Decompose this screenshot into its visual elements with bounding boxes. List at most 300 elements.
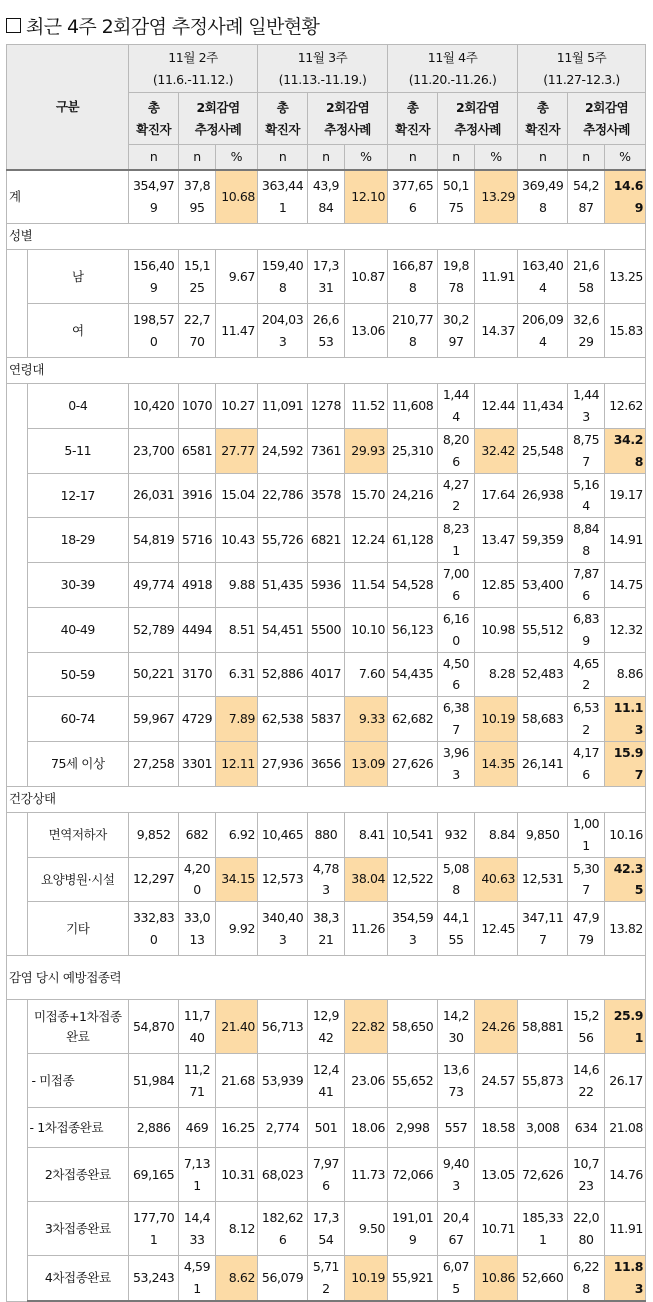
- total-confirmed-cell: 69,165: [129, 1148, 179, 1202]
- reinfection-count-cell: 7,976: [308, 1148, 345, 1202]
- reinfection-count-cell: 15,256: [568, 1000, 605, 1054]
- table-row: [7, 304, 646, 358]
- reinfection-count-cell: 8,231: [438, 518, 475, 563]
- total-confirmed-cell: 347,117: [518, 902, 568, 956]
- reinfection-percent-cell: 10.87: [344, 250, 387, 304]
- row-label: 0-4: [27, 384, 129, 429]
- reinfection-percent-cell: 10.31: [215, 1148, 257, 1202]
- reinfection-percent-cell: 40.63: [474, 857, 517, 902]
- reinfection-percent-cell: 14.37: [474, 304, 517, 358]
- total-confirmed-cell: 25,310: [388, 428, 438, 473]
- reinfection-count-cell: 6,839: [568, 607, 605, 652]
- total-confirmed-cell: 49,774: [129, 563, 179, 608]
- unit-n: n: [179, 145, 216, 170]
- reinfection-percent-cell: 10.19: [344, 1256, 387, 1301]
- reinfection-percent-cell: 11.47: [215, 304, 257, 358]
- reinfection-percent-cell: 10.27: [215, 384, 257, 429]
- section-header-row: [7, 358, 646, 384]
- reinfection-percent-cell: 24.57: [474, 1054, 517, 1108]
- reinfection-percent-cell: 16.25: [215, 1108, 257, 1148]
- reinfection-count-cell: 6821: [308, 518, 345, 563]
- reinfection-count-cell: 6,160: [438, 607, 475, 652]
- reinfection-percent-cell: 21.08: [604, 1108, 645, 1148]
- total-confirmed-cell: 9,852: [129, 812, 179, 857]
- reinfection-percent-cell: 7.60: [344, 652, 387, 697]
- reinfection-count-cell: 7,131: [179, 1148, 216, 1202]
- row-label: - 1차접종완료: [27, 1108, 129, 1148]
- reinfection-percent-cell: 15.97: [604, 742, 645, 787]
- total-confirmed-cell: 62,538: [258, 697, 308, 742]
- total-confirmed-cell: 3,008: [518, 1108, 568, 1148]
- reinfection-percent-cell: 13.47: [474, 518, 517, 563]
- reinfection-count-cell: 47,979: [568, 902, 605, 956]
- reinfection-count-cell: 4,200: [179, 857, 216, 902]
- reinfection-percent-cell: 38.04: [344, 857, 387, 902]
- reinfection-percent-cell: 19.17: [604, 473, 645, 518]
- row-label: 계: [7, 170, 129, 224]
- reinfection-percent-cell: 15.83: [604, 304, 645, 358]
- total-confirmed-cell: 62,682: [388, 697, 438, 742]
- reinfection-count-cell: 5716: [179, 518, 216, 563]
- total-confirmed-cell: 210,778: [388, 304, 438, 358]
- indent-spacer: [7, 812, 28, 956]
- reinfection-count-cell: 469: [179, 1108, 216, 1148]
- reinfection-percent-cell: 14.75: [604, 563, 645, 608]
- reinfection-percent-cell: 9.92: [215, 902, 257, 956]
- reinfection-count-cell: 30,297: [438, 304, 475, 358]
- week-header: 11월 2주 (11.6.-11.12.): [129, 45, 258, 93]
- total-confirmed-cell: 10,420: [129, 384, 179, 429]
- reinfection-percent-cell: 10.19: [474, 697, 517, 742]
- reinfection-percent-cell: 10.98: [474, 607, 517, 652]
- reinfection-percent-cell: 21.40: [215, 1000, 257, 1054]
- total-confirmed-cell: 10,465: [258, 812, 308, 857]
- reinfection-header: 2회감염 추정사례: [568, 93, 646, 145]
- total-confirmed-cell: 56,713: [258, 1000, 308, 1054]
- table-title: [6, 10, 319, 40]
- table-row: [7, 1202, 646, 1256]
- reinfection-count-cell: 4918: [179, 563, 216, 608]
- reinfection-percent-cell: 11.54: [344, 563, 387, 608]
- reinfection-count-cell: 11,740: [179, 1000, 216, 1054]
- table-row: [7, 1256, 646, 1301]
- row-label: 여: [27, 304, 129, 358]
- week-header: 11월 4주 (11.20.-11.26.): [388, 45, 518, 93]
- reinfection-count-cell: 5500: [308, 607, 345, 652]
- reinfection-count-cell: 8,848: [568, 518, 605, 563]
- reinfection-percent-cell: 9.50: [344, 1202, 387, 1256]
- section-header-row: [7, 956, 646, 1000]
- reinfection-count-cell: 5,712: [308, 1256, 345, 1301]
- reinfection-count-cell: 4,176: [568, 742, 605, 787]
- total-confirmed-cell: 369,498: [518, 170, 568, 224]
- reinfection-percent-cell: 8.41: [344, 812, 387, 857]
- row-label: 4차접종완료: [27, 1256, 129, 1301]
- reinfection-header: 2회감염 추정사례: [308, 93, 388, 145]
- section-header-row: [7, 224, 646, 250]
- reinfection-percent-cell: 9.33: [344, 697, 387, 742]
- reinfection-count-cell: 4,272: [438, 473, 475, 518]
- total-confirmed-cell: 53,243: [129, 1256, 179, 1301]
- reinfection-count-cell: 38,321: [308, 902, 345, 956]
- row-label: 미접종+1차접종완료: [27, 1000, 129, 1054]
- table-row: [7, 473, 646, 518]
- reinfection-count-cell: 4,783: [308, 857, 345, 902]
- row-label: 3차접종완료: [27, 1202, 129, 1256]
- table-row: [7, 652, 646, 697]
- reinfection-percent-cell: 8.84: [474, 812, 517, 857]
- reinfection-percent-cell: 12.32: [604, 607, 645, 652]
- indent-spacer: [7, 1000, 28, 1301]
- row-label: 75세 이상: [27, 742, 129, 787]
- reinfection-count-cell: 14,622: [568, 1054, 605, 1108]
- reinfection-percent-cell: 8.86: [604, 652, 645, 697]
- reinfection-count-cell: 33,013: [179, 902, 216, 956]
- total-confirmed-cell: 11,434: [518, 384, 568, 429]
- table-row: [7, 428, 646, 473]
- total-confirmed-cell: 185,331: [518, 1202, 568, 1256]
- reinfection-count-cell: 11,271: [179, 1054, 216, 1108]
- reinfection-count-cell: 6581: [179, 428, 216, 473]
- total-confirmed-cell: 52,483: [518, 652, 568, 697]
- row-label: 2차접종완료: [27, 1148, 129, 1202]
- total-confirmed-cell: 52,660: [518, 1256, 568, 1301]
- reinfection-count-cell: 43,984: [308, 170, 345, 224]
- unit-n: n: [568, 145, 605, 170]
- total-confirmed-cell: 22,786: [258, 473, 308, 518]
- reinfection-percent-cell: 13.25: [604, 250, 645, 304]
- total-confirmed-cell: 51,984: [129, 1054, 179, 1108]
- total-confirmed-cell: 163,404: [518, 250, 568, 304]
- total-confirmed-header: 총 확진자: [258, 93, 308, 145]
- reinfection-count-cell: 4,652: [568, 652, 605, 697]
- reinfection-count-cell: 7361: [308, 428, 345, 473]
- total-confirmed-cell: 27,626: [388, 742, 438, 787]
- reinfection-table: [6, 44, 646, 1302]
- reinfection-percent-cell: 14.35: [474, 742, 517, 787]
- reinfection-percent-cell: 13.82: [604, 902, 645, 956]
- total-confirmed-cell: 12,522: [388, 857, 438, 902]
- total-confirmed-cell: 12,531: [518, 857, 568, 902]
- reinfection-percent-cell: 25.91: [604, 1000, 645, 1054]
- unit-n: n: [308, 145, 345, 170]
- row-label: 기타: [27, 902, 129, 956]
- total-confirmed-cell: 59,359: [518, 518, 568, 563]
- reinfection-count-cell: 5,088: [438, 857, 475, 902]
- total-confirmed-cell: 53,939: [258, 1054, 308, 1108]
- reinfection-count-cell: 32,629: [568, 304, 605, 358]
- total-confirmed-cell: 377,656: [388, 170, 438, 224]
- reinfection-percent-cell: 12.45: [474, 902, 517, 956]
- reinfection-count-cell: 21,658: [568, 250, 605, 304]
- total-confirmed-cell: 56,079: [258, 1256, 308, 1301]
- reinfection-count-cell: 5936: [308, 563, 345, 608]
- total-confirmed-cell: 61,128: [388, 518, 438, 563]
- reinfection-count-cell: 20,467: [438, 1202, 475, 1256]
- unit-n: n: [438, 145, 475, 170]
- reinfection-percent-cell: 14.76: [604, 1148, 645, 1202]
- reinfection-percent-cell: 15.04: [215, 473, 257, 518]
- unit-percent: %: [604, 145, 645, 170]
- reinfection-count-cell: 7,006: [438, 563, 475, 608]
- total-confirmed-cell: 24,216: [388, 473, 438, 518]
- total-confirmed-cell: 198,570: [129, 304, 179, 358]
- category-header: 구분: [7, 45, 129, 170]
- row-label: 40-49: [27, 607, 129, 652]
- total-confirmed-cell: 166,878: [388, 250, 438, 304]
- week-header: 11월 5주 (11.27-12.3.): [518, 45, 646, 93]
- reinfection-percent-cell: 29.93: [344, 428, 387, 473]
- total-confirmed-cell: 204,033: [258, 304, 308, 358]
- reinfection-percent-cell: 6.92: [215, 812, 257, 857]
- indent-spacer: [7, 384, 28, 787]
- reinfection-percent-cell: 10.68: [215, 170, 257, 224]
- reinfection-count-cell: 6,228: [568, 1256, 605, 1301]
- reinfection-count-cell: 13,673: [438, 1054, 475, 1108]
- reinfection-count-cell: 17,331: [308, 250, 345, 304]
- reinfection-percent-cell: 10.71: [474, 1202, 517, 1256]
- section-title: 건강상태: [7, 786, 646, 812]
- total-confirmed-cell: 24,592: [258, 428, 308, 473]
- total-confirmed-cell: 51,435: [258, 563, 308, 608]
- total-confirmed-cell: 58,650: [388, 1000, 438, 1054]
- total-confirmed-cell: 50,221: [129, 652, 179, 697]
- reinfection-percent-cell: 11.83: [604, 1256, 645, 1301]
- table-row: [7, 518, 646, 563]
- total-confirmed-cell: 52,789: [129, 607, 179, 652]
- total-confirmed-cell: 58,881: [518, 1000, 568, 1054]
- reinfection-percent-cell: 34.15: [215, 857, 257, 902]
- total-confirmed-cell: 68,023: [258, 1148, 308, 1202]
- reinfection-percent-cell: 23.06: [344, 1054, 387, 1108]
- total-confirmed-cell: 26,938: [518, 473, 568, 518]
- row-label: 요양병원·시설: [27, 857, 129, 902]
- reinfection-count-cell: 932: [438, 812, 475, 857]
- reinfection-count-cell: 50,175: [438, 170, 475, 224]
- reinfection-count-cell: 14,230: [438, 1000, 475, 1054]
- total-confirmed-cell: 10,541: [388, 812, 438, 857]
- unit-percent: %: [344, 145, 387, 170]
- section-title: 성별: [7, 224, 646, 250]
- reinfection-percent-cell: 8.51: [215, 607, 257, 652]
- reinfection-count-cell: 12,942: [308, 1000, 345, 1054]
- total-confirmed-cell: 182,626: [258, 1202, 308, 1256]
- reinfection-count-cell: 557: [438, 1108, 475, 1148]
- reinfection-count-cell: 1,001: [568, 812, 605, 857]
- reinfection-count-cell: 6,075: [438, 1256, 475, 1301]
- reinfection-count-cell: 22,080: [568, 1202, 605, 1256]
- table-row: [7, 697, 646, 742]
- reinfection-count-cell: 1278: [308, 384, 345, 429]
- reinfection-percent-cell: 11.13: [604, 697, 645, 742]
- reinfection-count-cell: 3301: [179, 742, 216, 787]
- total-confirmed-cell: 332,830: [129, 902, 179, 956]
- reinfection-count-cell: 4494: [179, 607, 216, 652]
- total-confirmed-cell: 354,593: [388, 902, 438, 956]
- table-row: [7, 563, 646, 608]
- reinfection-percent-cell: 11.91: [604, 1202, 645, 1256]
- reinfection-count-cell: 634: [568, 1108, 605, 1148]
- reinfection-percent-cell: 17.64: [474, 473, 517, 518]
- reinfection-percent-cell: 9.88: [215, 563, 257, 608]
- total-confirmed-cell: 12,297: [129, 857, 179, 902]
- total-confirmed-cell: 54,435: [388, 652, 438, 697]
- total-confirmed-cell: 159,408: [258, 250, 308, 304]
- total-confirmed-cell: 58,683: [518, 697, 568, 742]
- reinfection-count-cell: 1070: [179, 384, 216, 429]
- reinfection-header: 2회감염 추정사례: [179, 93, 258, 145]
- reinfection-count-cell: 37,895: [179, 170, 216, 224]
- total-confirmed-header: 총 확진자: [129, 93, 179, 145]
- row-label: - 미접종: [27, 1054, 129, 1108]
- total-confirmed-cell: 27,258: [129, 742, 179, 787]
- total-confirmed-cell: 9,850: [518, 812, 568, 857]
- reinfection-count-cell: 14,433: [179, 1202, 216, 1256]
- total-confirmed-cell: 191,019: [388, 1202, 438, 1256]
- reinfection-count-cell: 22,770: [179, 304, 216, 358]
- unit-n: n: [258, 145, 308, 170]
- row-label: 18-29: [27, 518, 129, 563]
- reinfection-count-cell: 3,963: [438, 742, 475, 787]
- total-confirmed-cell: 55,512: [518, 607, 568, 652]
- reinfection-count-cell: 501: [308, 1108, 345, 1148]
- total-confirmed-cell: 2,774: [258, 1108, 308, 1148]
- total-confirmed-cell: 354,979: [129, 170, 179, 224]
- reinfection-percent-cell: 13.09: [344, 742, 387, 787]
- table-row: [7, 1148, 646, 1202]
- total-confirmed-cell: 55,873: [518, 1054, 568, 1108]
- section-title: 감염 당시 예방접종력: [7, 956, 646, 1000]
- reinfection-count-cell: 8,206: [438, 428, 475, 473]
- reinfection-percent-cell: 11.26: [344, 902, 387, 956]
- reinfection-count-cell: 12,441: [308, 1054, 345, 1108]
- reinfection-percent-cell: 12.85: [474, 563, 517, 608]
- reinfection-percent-cell: 10.16: [604, 812, 645, 857]
- row-label: 면역저하자: [27, 812, 129, 857]
- unit-n: n: [388, 145, 438, 170]
- total-confirmed-cell: 54,451: [258, 607, 308, 652]
- reinfection-percent-cell: 34.28: [604, 428, 645, 473]
- reinfection-count-cell: 3916: [179, 473, 216, 518]
- reinfection-header: 2회감염 추정사례: [438, 93, 518, 145]
- total-confirmed-header: 총 확진자: [518, 93, 568, 145]
- total-confirmed-cell: 55,726: [258, 518, 308, 563]
- reinfection-count-cell: 6,532: [568, 697, 605, 742]
- total-confirmed-header: 총 확진자: [388, 93, 438, 145]
- checkbox-square-icon: [6, 18, 21, 33]
- title-text: 최근 4주 2회감염 추정사례 일반현황: [26, 15, 320, 38]
- total-confirmed-cell: 23,700: [129, 428, 179, 473]
- row-label: 60-74: [27, 697, 129, 742]
- reinfection-percent-cell: 8.62: [215, 1256, 257, 1301]
- reinfection-count-cell: 880: [308, 812, 345, 857]
- reinfection-percent-cell: 13.29: [474, 170, 517, 224]
- table-row: [7, 1000, 646, 1054]
- total-confirmed-cell: 206,094: [518, 304, 568, 358]
- table-row: [7, 250, 646, 304]
- reinfection-percent-cell: 12.62: [604, 384, 645, 429]
- row-label: 50-59: [27, 652, 129, 697]
- total-confirmed-cell: 27,936: [258, 742, 308, 787]
- table-row: [7, 384, 646, 429]
- reinfection-percent-cell: 6.31: [215, 652, 257, 697]
- table-row: [7, 1108, 646, 1148]
- total-confirmed-cell: 25,548: [518, 428, 568, 473]
- section-header-row: [7, 786, 646, 812]
- reinfection-count-cell: 8,757: [568, 428, 605, 473]
- reinfection-count-cell: 1,444: [438, 384, 475, 429]
- total-confirmed-cell: 12,573: [258, 857, 308, 902]
- total-confirmed-cell: 54,870: [129, 1000, 179, 1054]
- table-row: [7, 742, 646, 787]
- reinfection-count-cell: 44,155: [438, 902, 475, 956]
- reinfection-count-cell: 3578: [308, 473, 345, 518]
- reinfection-percent-cell: 10.43: [215, 518, 257, 563]
- reinfection-count-cell: 6,387: [438, 697, 475, 742]
- reinfection-percent-cell: 26.17: [604, 1054, 645, 1108]
- reinfection-percent-cell: 15.70: [344, 473, 387, 518]
- reinfection-count-cell: 10,723: [568, 1148, 605, 1202]
- week-header: 11월 3주 (11.13.-11.19.): [258, 45, 388, 93]
- reinfection-percent-cell: 10.86: [474, 1256, 517, 1301]
- reinfection-percent-cell: 32.42: [474, 428, 517, 473]
- reinfection-count-cell: 5,164: [568, 473, 605, 518]
- reinfection-count-cell: 1,443: [568, 384, 605, 429]
- table-row: [7, 812, 646, 857]
- reinfection-percent-cell: 14.91: [604, 518, 645, 563]
- reinfection-count-cell: 3170: [179, 652, 216, 697]
- reinfection-percent-cell: 7.89: [215, 697, 257, 742]
- reinfection-count-cell: 7,876: [568, 563, 605, 608]
- total-confirmed-cell: 59,967: [129, 697, 179, 742]
- total-confirmed-cell: 363,441: [258, 170, 308, 224]
- reinfection-count-cell: 5837: [308, 697, 345, 742]
- reinfection-percent-cell: 11.52: [344, 384, 387, 429]
- reinfection-percent-cell: 11.73: [344, 1148, 387, 1202]
- total-confirmed-cell: 52,886: [258, 652, 308, 697]
- unit-n: n: [129, 145, 179, 170]
- unit-n: n: [518, 145, 568, 170]
- reinfection-count-cell: 4017: [308, 652, 345, 697]
- reinfection-percent-cell: 12.11: [215, 742, 257, 787]
- reinfection-percent-cell: 42.35: [604, 857, 645, 902]
- indent-spacer: [7, 250, 28, 358]
- unit-percent: %: [474, 145, 517, 170]
- reinfection-percent-cell: 10.10: [344, 607, 387, 652]
- reinfection-percent-cell: 14.69: [604, 170, 645, 224]
- reinfection-count-cell: 3656: [308, 742, 345, 787]
- reinfection-percent-cell: 8.12: [215, 1202, 257, 1256]
- section-title: 연령대: [7, 358, 646, 384]
- reinfection-percent-cell: 11.91: [474, 250, 517, 304]
- reinfection-percent-cell: 13.05: [474, 1148, 517, 1202]
- row-label: 남: [27, 250, 129, 304]
- total-confirmed-cell: 54,819: [129, 518, 179, 563]
- total-confirmed-cell: 56,123: [388, 607, 438, 652]
- table-row: [7, 902, 646, 956]
- reinfection-count-cell: 5,307: [568, 857, 605, 902]
- total-confirmed-cell: 72,066: [388, 1148, 438, 1202]
- total-confirmed-cell: 11,091: [258, 384, 308, 429]
- row-label: 12-17: [27, 473, 129, 518]
- total-confirmed-cell: 72,626: [518, 1148, 568, 1202]
- total-confirmed-cell: 177,701: [129, 1202, 179, 1256]
- unit-percent: %: [215, 145, 257, 170]
- reinfection-count-cell: 4,591: [179, 1256, 216, 1301]
- reinfection-percent-cell: 13.06: [344, 304, 387, 358]
- total-confirmed-cell: 156,409: [129, 250, 179, 304]
- total-confirmed-cell: 340,403: [258, 902, 308, 956]
